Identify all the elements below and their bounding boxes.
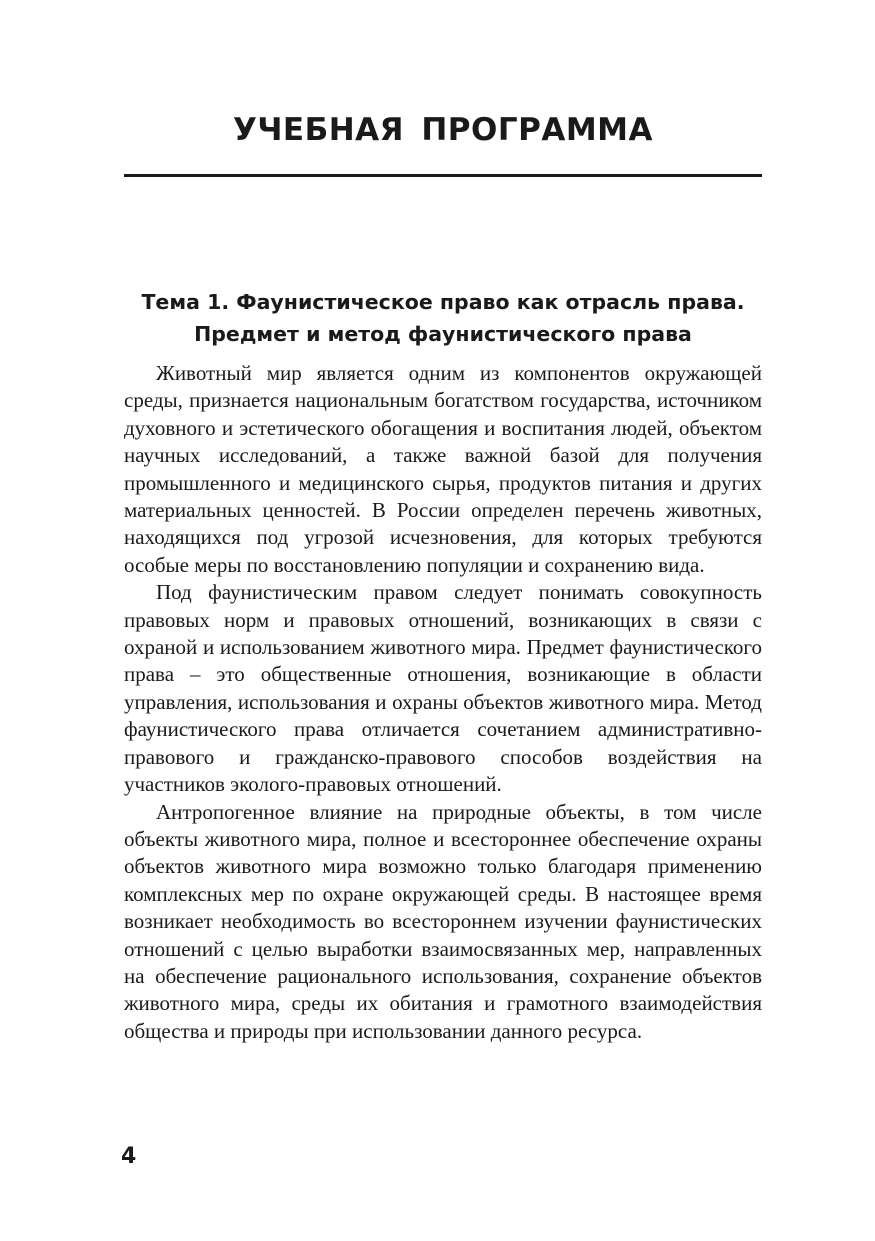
paragraph-3: Антропогенное влияние на природные объекты, в том числе объекты животного мира, полное и всестороннее обеспечение охраны объектов животного мира возможно только благодаря применению комплексных мер по охране окружающей среды. В настоящее время возникает необходимость во всестороннем изучении фаунистических отношений с целью выработки взаимосвязанных мер, направленных на обеспечение рационального использования, сохранение объектов животного мира, среды их обитания и грамотного взаимодействия общества и природы при использовании данного ресурса. bbox=[124, 799, 762, 1043]
page-number: 4 bbox=[121, 1144, 137, 1169]
topic-heading-line-1: Тема 1. Фаунистическое право как отрасль права. bbox=[141, 290, 745, 314]
topic-heading bbox=[124, 286, 762, 350]
paragraph-2: Под фаунистическим правом следует понимать совокупность правовых норм и правовых отношений, возникающих в связи с охраной и использованием животного мира. Предмет фаунистического права – это общественные отношения, возникающие в области управления, использования и охраны объектов животного мира. Метод фаунистического права отличается сочетанием административно-правового и гражданско-правового способов воздействия на участников эколого-правовых отношений. bbox=[124, 580, 762, 797]
body-text bbox=[124, 360, 762, 1045]
paragraph-1: Животный мир является одним из компонентов окружающей среды, признается национальным богатством государства, источником духовного и эстетического обогащения и воспитания людей, объектом научных исследований, а также важной базой для получения промышленного и медицинского сырья, продуктов питания и других материальных ценностей. В России определен перечень животных, находящихся под угрозой исчезновения, для которых требуются особые меры по восстановлению популяции и сохранению вида. bbox=[124, 361, 762, 577]
chapter-title: УЧЕБНАЯ ПРОГРАММА bbox=[232, 112, 654, 148]
title-divider bbox=[124, 174, 762, 177]
topic-heading-line-2: Предмет и метод фаунистического права bbox=[194, 322, 692, 346]
